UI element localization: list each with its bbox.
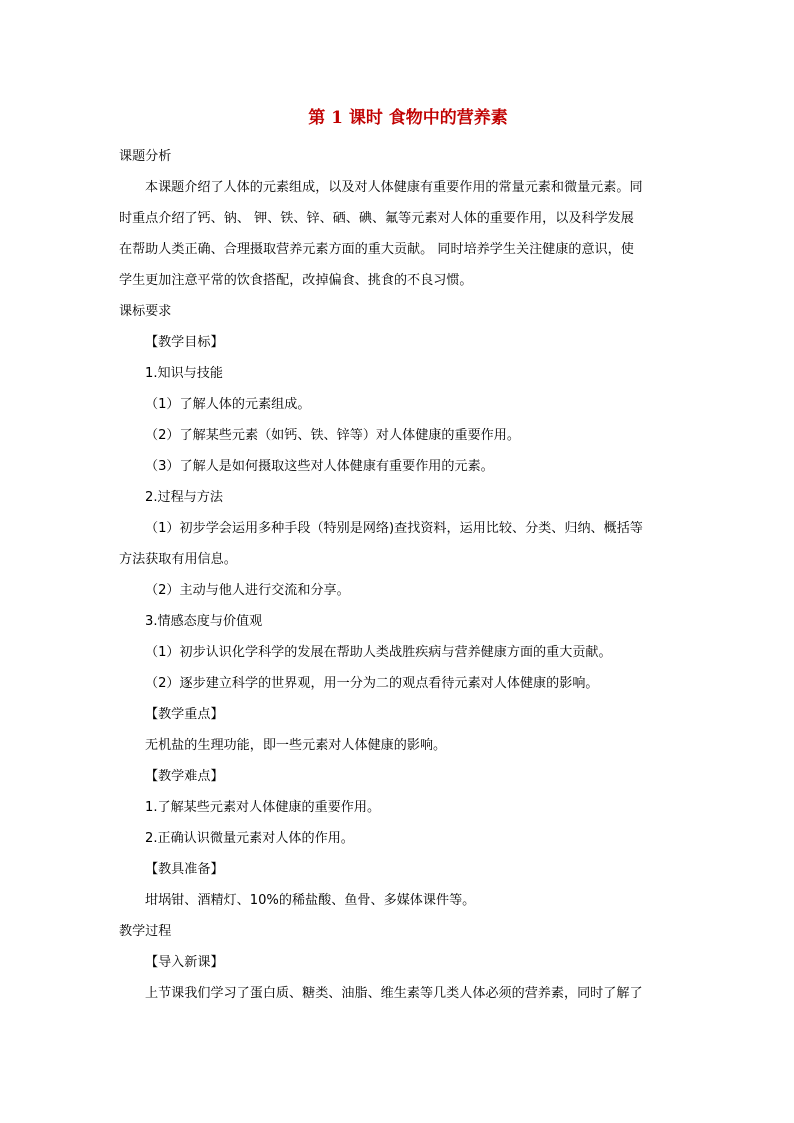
goal1-item-3: （3）了解人是如何摄取这些对人体健康有重要作用的元素。 bbox=[145, 459, 494, 474]
goal2-item-1-line-2: 方法获取有用信息。 bbox=[119, 552, 237, 567]
analysis-text-line-1: 本课题介绍了人体的元素组成，以及对人体健康有重要作用的常量元素和微量元素。同 bbox=[145, 180, 643, 195]
difficulty-heading: 【教学难点】 bbox=[145, 769, 224, 784]
difficulty-item-2: 2.正确认识微量元素对人体的作用。 bbox=[145, 831, 354, 846]
goal3-item-1: （1）初步认识化学科学的发展在帮助人类战胜疾病与营养健康方面的重大贡献。 bbox=[145, 645, 612, 660]
goal3-item-2: （2）逐步建立科学的世界观，用一分为二的观点看待元素对人体健康的影响。 bbox=[145, 676, 599, 691]
analysis-text-line-3: 在帮助人类正确、合理摄取营养元素方面的重大贡献。 同时培养学生关注健康的意识，使 bbox=[119, 242, 634, 257]
goal2-heading: 2.过程与方法 bbox=[145, 490, 223, 505]
goal1-item-2: （2）了解某些元素（如钙、铁、锌等）对人体健康的重要作用。 bbox=[145, 428, 520, 443]
goals-heading: 【教学目标】 bbox=[145, 335, 224, 350]
intro-text: 上节课我们学习了蛋白质、糖类、油脂、维生素等几类人体必须的营养素，同时了解了 bbox=[145, 986, 643, 1001]
key-heading: 【教学重点】 bbox=[145, 707, 224, 722]
analysis-heading: 课题分析 bbox=[119, 149, 172, 164]
goal1-item-1: （1）了解人体的元素组成。 bbox=[145, 397, 311, 412]
intro-heading: 【导入新课】 bbox=[145, 955, 224, 970]
process-heading: 教学过程 bbox=[119, 924, 172, 939]
standard-heading: 课标要求 bbox=[119, 304, 172, 319]
difficulty-item-1: 1.了解某些元素对人体健康的重要作用。 bbox=[145, 800, 381, 815]
goal2-item-1-line-1: （1）初步学会运用多种手段（特别是网络)查找资料，运用比较、分类、归纳、概括等 bbox=[145, 521, 643, 536]
document-page bbox=[119, 104, 679, 1009]
goal2-item-2: （2）主动与他人进行交流和分享。 bbox=[145, 583, 350, 598]
analysis-text-line-4: 学生更加注意平常的饮食搭配，改掉偏食、挑食的不良习惯。 bbox=[119, 273, 473, 288]
goal3-heading: 3.情感态度与价值观 bbox=[145, 614, 263, 629]
analysis-text-line-2: 时重点介绍了钙、钠、 钾、铁、锌、硒、碘、氟等元素对人体的重要作用，以及科学发展 bbox=[119, 211, 634, 226]
goal1-heading: 1.知识与技能 bbox=[145, 366, 223, 381]
key-text: 无机盐的生理功能，即一些元素对人体健康的影响。 bbox=[145, 738, 447, 753]
page-title: 第 1 课时 食物中的营养素 bbox=[308, 108, 508, 128]
tools-text: 坩埚钳、酒精灯、10%的稀盐酸、鱼骨、多媒体课件等。 bbox=[145, 893, 476, 908]
tools-heading: 【教具准备】 bbox=[145, 862, 224, 877]
